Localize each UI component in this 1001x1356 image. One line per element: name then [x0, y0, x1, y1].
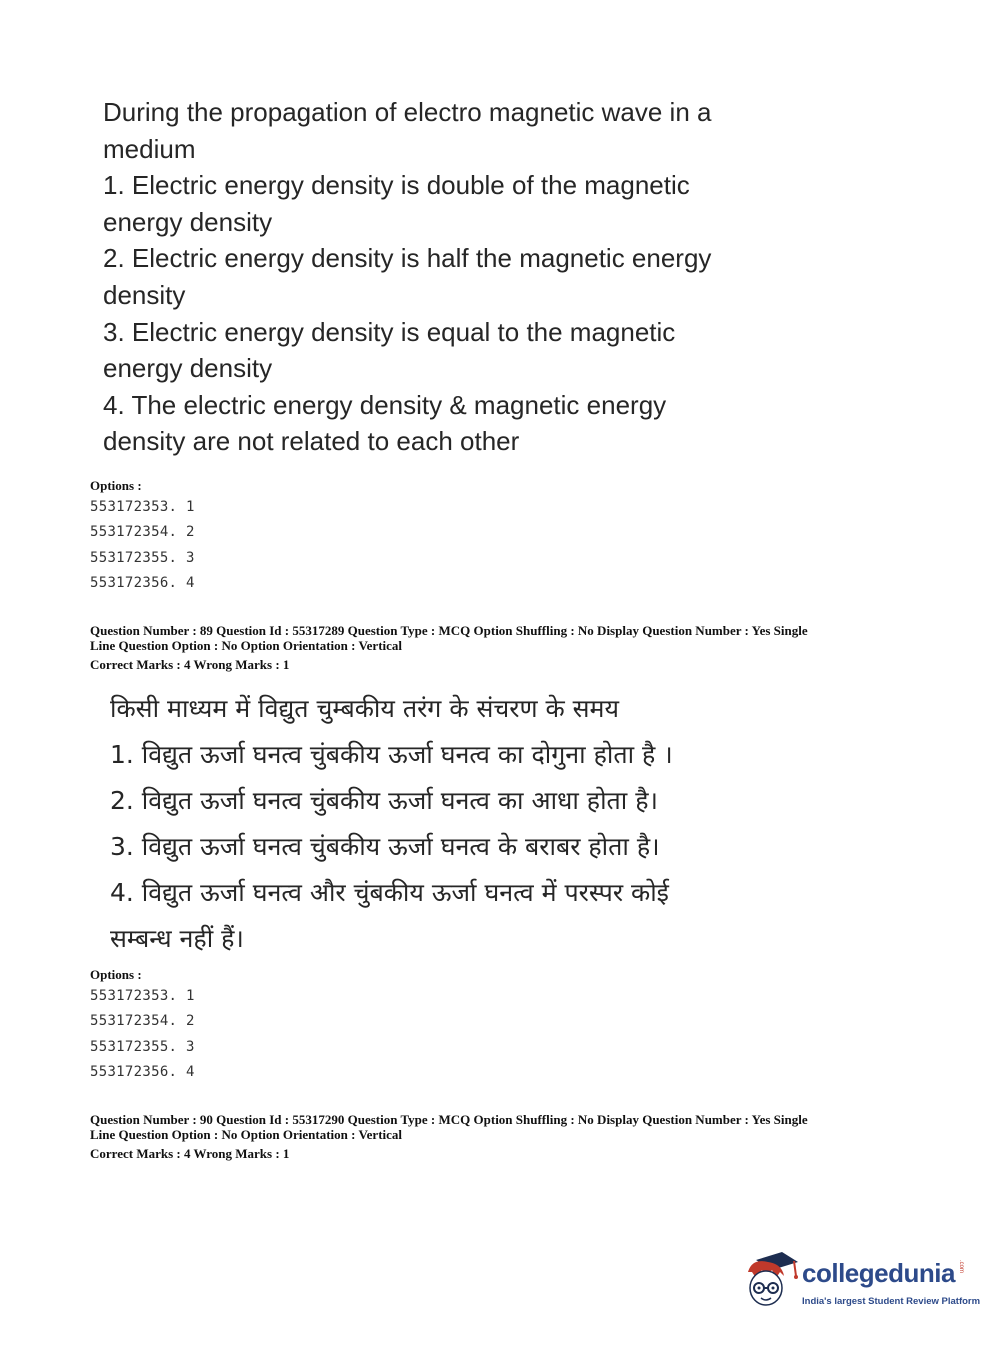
option-text-3: 3. Electric energy density is equal to the magnetic: [103, 316, 676, 347]
question-meta-line2: Line Question Option : No Option Orientation : Vertical: [90, 638, 403, 653]
question-meta-line1: Question Number : 90 Question Id : 55317290 Question Type : MCQ Option Shuffling : No Display Question Number : Yes Single: [90, 1112, 808, 1127]
question-text-english: [103, 94, 823, 460]
options-list: [90, 966, 195, 1085]
options-list: [90, 477, 195, 596]
mascot-icon: [742, 1248, 800, 1310]
option-id: 553172355. 3: [90, 1038, 195, 1055]
question-marks: Correct Marks : 4 Wrong Marks : 1: [90, 1146, 290, 1161]
option-text-1-cont: energy density: [103, 206, 273, 237]
question-text-hindi: [110, 686, 830, 962]
collegedunia-logo: [742, 1248, 981, 1318]
question-line: medium: [103, 133, 196, 164]
question-meta: [90, 623, 910, 672]
logo-domain-suffix: .com: [958, 1260, 964, 1274]
option-text-2: 2. विद्युत ऊर्जा घनत्व चुंबकीय ऊर्जा घनत्व का आधा होता है।: [110, 786, 658, 815]
option-id: 553172353. 1: [90, 499, 195, 515]
option-id: 553172355. 3: [90, 549, 195, 566]
question-marks: Correct Marks : 4 Wrong Marks : 1: [90, 657, 290, 672]
question-meta-line1: Question Number : 89 Question Id : 55317289 Question Type : MCQ Option Shuffling : No Display Question Number : Yes Single: [90, 623, 808, 638]
option-id: 553172353. 1: [90, 988, 195, 1004]
logo-tagline: India's largest Student Review Platform: [802, 1296, 981, 1307]
options-label: Options :: [90, 478, 142, 493]
options-label: Options :: [90, 967, 142, 982]
option-text-4: 4. The electric energy density & magnetic energy: [103, 389, 667, 420]
option-text-2: 2. Electric energy density is half the magnetic energy: [103, 243, 712, 274]
question-meta-line2: Line Question Option : No Option Orientation : Vertical: [90, 1127, 403, 1142]
option-text-3: 3. विद्युत ऊर्जा घनत्व चुंबकीय ऊर्जा घनत्व के बराबर होता है।: [110, 832, 660, 861]
option-text-2-cont: density: [103, 279, 186, 310]
option-text-1: 1. विद्युत ऊर्जा घनत्व चुंबकीय ऊर्जा घनत्व का दोगुना होता है ।: [110, 740, 673, 769]
option-id: 553172354. 2: [90, 1013, 195, 1030]
option-id: 553172354. 2: [90, 524, 195, 541]
option-text-1: 1. Electric energy density is double of the magnetic: [103, 170, 690, 201]
option-text-4: 4. विद्युत ऊर्जा घनत्व और चुंबकीय ऊर्जा घनत्व में परस्पर कोई: [110, 878, 669, 907]
option-id: 553172356. 4: [90, 1063, 195, 1080]
logo-wordmark: collegedunia: [802, 1258, 955, 1288]
question-meta: [90, 1112, 910, 1161]
option-text-4-cont: सम्बन्ध नहीं हैं।: [110, 924, 244, 953]
question-line: किसी माध्यम में विद्युत चुम्बकीय तरंग के संचरण के समय: [110, 694, 619, 723]
option-text-3-cont: energy density: [103, 353, 273, 384]
option-id: 553172356. 4: [90, 574, 195, 591]
question-line: During the propagation of electro magnetic wave in a: [103, 97, 712, 127]
option-text-4-cont: density are not related to each other: [103, 426, 520, 457]
